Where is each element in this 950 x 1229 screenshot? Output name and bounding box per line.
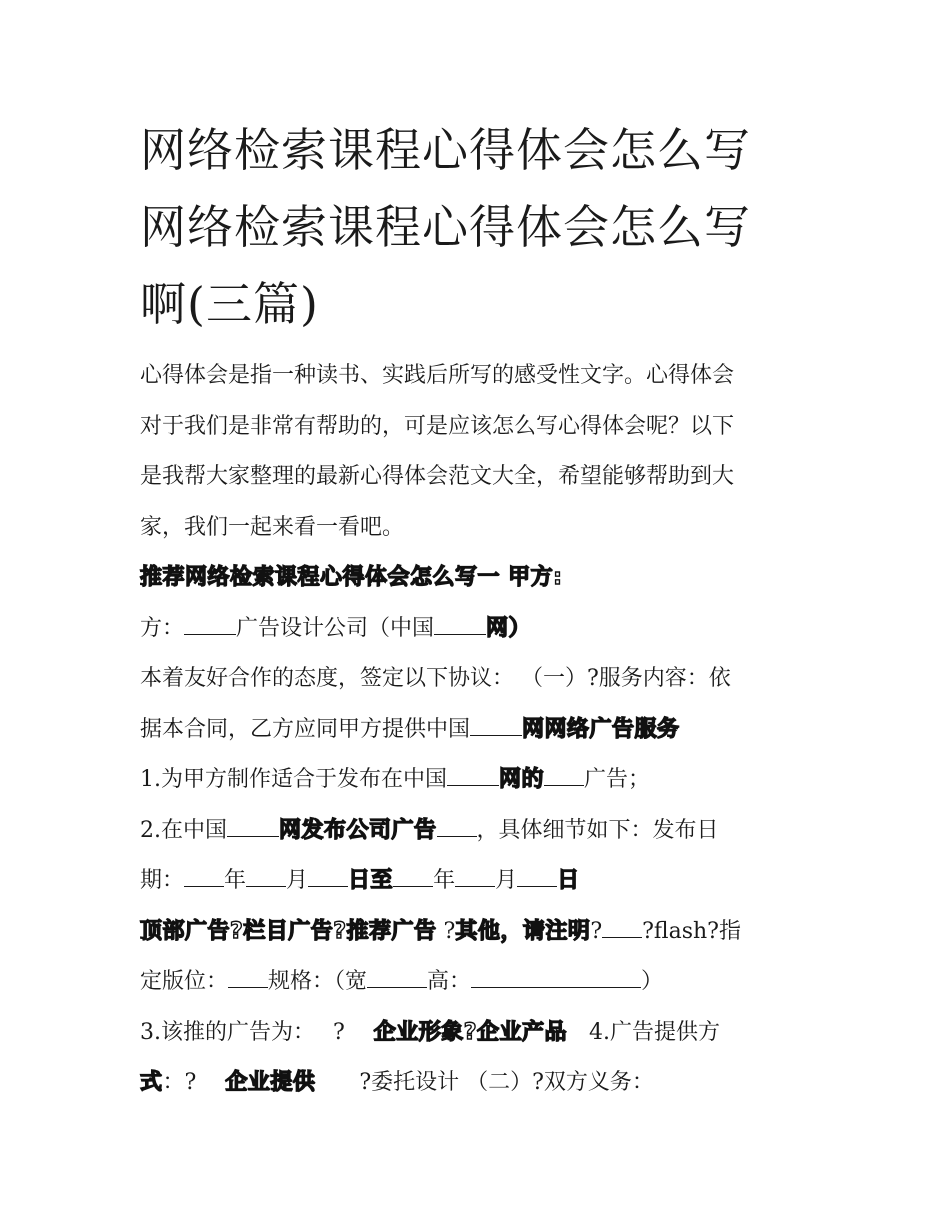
blank-line — [367, 969, 427, 988]
text-segment: 1.为甲方制作适合于发布在中国 — [140, 767, 447, 792]
text-segment: ?flash?指 — [642, 918, 741, 944]
document-title — [140, 112, 820, 343]
title-line-2: 网络检索课程心得体会怎么写 — [140, 200, 751, 254]
text-segment: 广告设计公司（中国 — [236, 615, 435, 641]
text-segment: 月 — [495, 868, 518, 893]
clause-3 — [140, 1008, 820, 1059]
outlined-text: 企业形象?企业产品 — [373, 1019, 568, 1045]
text-segment: 2.在中国 — [140, 817, 227, 843]
blank-line — [517, 868, 557, 887]
blank-line — [602, 919, 642, 938]
title-line-1: 网络检索课程心得体会怎么写 — [140, 123, 751, 177]
text-segment: ：? — [162, 1070, 226, 1095]
blank-line — [246, 868, 286, 887]
date-line — [140, 856, 820, 907]
outlined-text: 日 — [557, 868, 580, 893]
outlined-text: 日至 — [348, 868, 394, 893]
blank-line — [447, 767, 499, 786]
text-segment: ? — [590, 918, 603, 944]
text-segment: 方： — [140, 615, 185, 641]
blank-line — [437, 818, 477, 837]
blank-line — [471, 969, 641, 988]
text-segment: 定版位： — [140, 969, 229, 994]
outlined-text: 网发布公司广告 — [279, 817, 437, 843]
intro-line-2: 对于我们是非常有帮助的，可是应该怎么写心得体会呢？以下 — [140, 413, 735, 439]
blank-line — [455, 868, 495, 887]
clause-1 — [140, 755, 820, 806]
outlined-text: 网网络广告服务 — [522, 716, 680, 742]
blank-line — [544, 767, 584, 786]
blank-line — [393, 868, 433, 887]
document-page — [140, 112, 820, 1109]
outlined-text: 网的 — [499, 767, 545, 792]
text-segment: 月 — [286, 868, 309, 893]
outlined-text: 其他，请注明 — [455, 918, 591, 944]
text-segment: ） — [641, 969, 664, 994]
blank-line — [184, 868, 224, 887]
agreement-line: 本着友好合作的态度，签定以下协议： （一）?服务内容：依 — [140, 666, 731, 691]
text-segment: 期： — [140, 868, 185, 893]
text-segment: 年 — [224, 868, 247, 893]
party-line — [140, 604, 820, 655]
clause-2 — [140, 806, 820, 857]
outlined-text: 企业提供 — [225, 1070, 316, 1095]
service-line — [140, 705, 820, 756]
blank-line — [434, 616, 486, 635]
intro-line-4: 家，我们一起来看一看吧。 — [140, 514, 405, 540]
clause-4 — [140, 1058, 820, 1109]
text-segment: 广告； — [584, 767, 651, 792]
text-segment: ?委托设计 （二）?双方义务： — [315, 1070, 654, 1095]
blank-line — [228, 969, 268, 988]
text-segment: 高： — [427, 969, 472, 994]
text-segment: 4.广告提供方 — [567, 1019, 721, 1045]
blank-line — [184, 616, 236, 635]
blank-line — [227, 818, 279, 837]
outlined-text: 式 — [140, 1070, 163, 1095]
section-heading-text: 推荐网络检索课程心得体会怎么写一 甲方: — [140, 565, 563, 590]
text-segment: 规格：（宽 — [268, 969, 368, 994]
document-body — [140, 351, 820, 1109]
intro-line-3: 是我帮大家整理的最新心得体会范文大全，希望能够帮助到大 — [140, 464, 735, 489]
ad-type-line — [140, 907, 820, 958]
text-segment: ? — [436, 918, 456, 944]
text-segment: 据本合同，乙方应同甲方提供中国 — [140, 716, 471, 742]
text-segment: ，具体细节如下：发布日 — [476, 817, 719, 843]
outlined-text: 顶部广告?栏目广告?推荐广告 — [140, 918, 437, 944]
blank-line — [308, 868, 348, 887]
spec-line — [140, 957, 820, 1008]
blank-line — [470, 717, 522, 736]
text-segment: 3.该推的广告为： ? — [140, 1019, 374, 1045]
section-heading — [140, 553, 820, 604]
outlined-text: 网） — [486, 615, 532, 641]
intro-line-1: 心得体会是指一种读书、实践后所写的感受性文字。心得体会 — [140, 363, 735, 388]
text-segment: 年 — [433, 868, 456, 893]
title-line-3: 啊(三篇) — [140, 277, 319, 331]
